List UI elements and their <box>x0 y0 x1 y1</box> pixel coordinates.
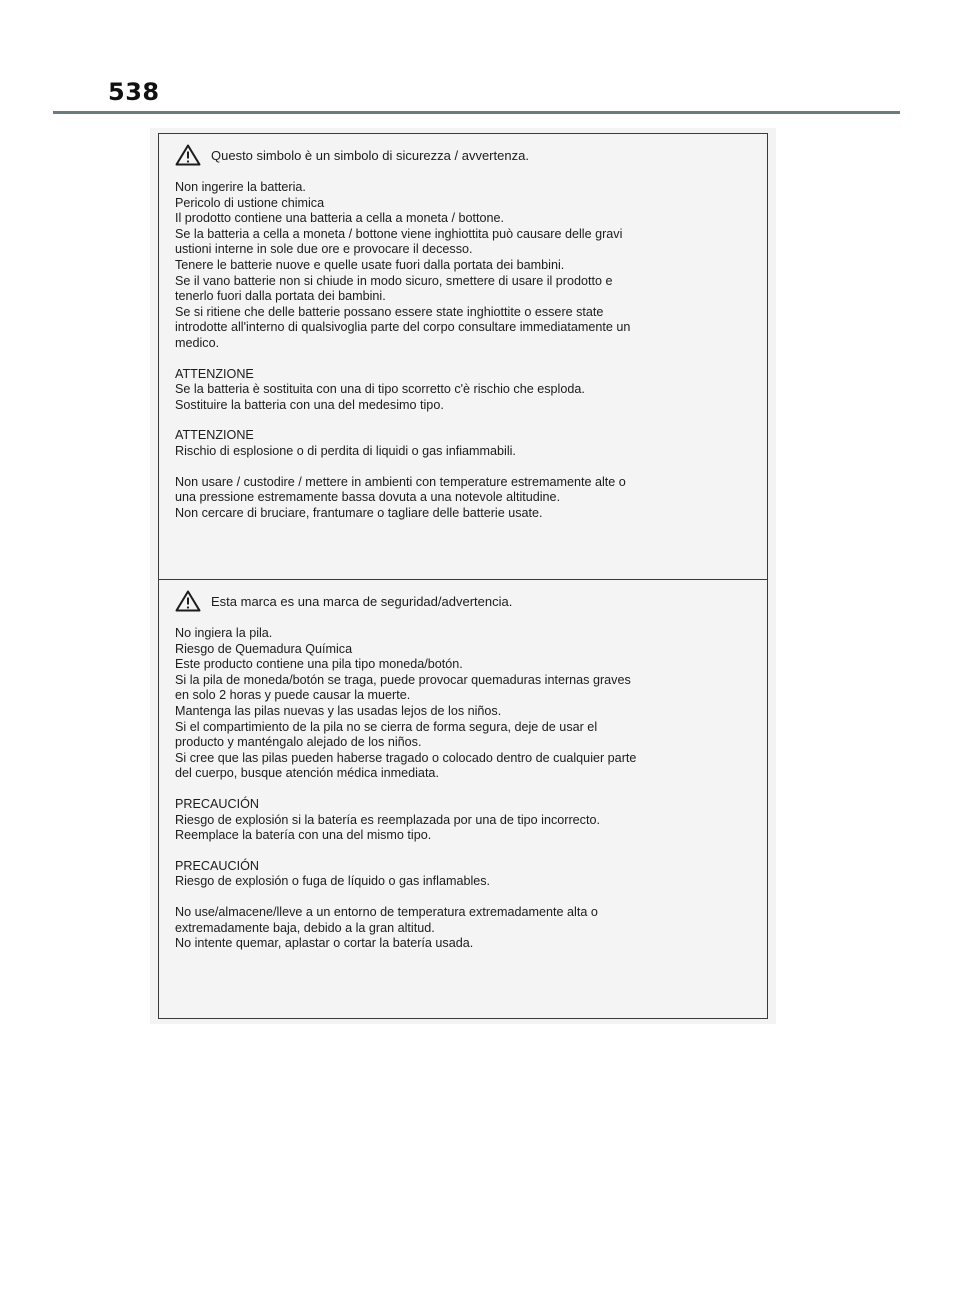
text-line: Reemplace la batería con una del mismo tipo. <box>175 828 432 843</box>
spanish-paragraph-ingestion <box>175 626 755 782</box>
text-line: Si la pila de moneda/botón se traga, puede provocar quemaduras internas graves <box>175 672 631 687</box>
text-line: Non cercare di bruciare, frantumare o tagliare delle batterie usate. <box>175 505 543 520</box>
text-line: del cuerpo, busque atención médica inmediata. <box>175 766 439 781</box>
text-line: extremadamente baja, debido a la gran altitud. <box>175 920 435 935</box>
text-line: Tenere le batterie nuove e quelle usate fuori dalla portata dei bambini. <box>175 257 565 272</box>
text-line: PRECAUCIÓN <box>175 796 259 811</box>
italian-paragraph-explosion-warning <box>175 428 755 459</box>
battery-safety-notice <box>158 133 768 1019</box>
text-line: Non usare / custodire / mettere in ambienti con temperature estremamente alte o <box>175 474 626 489</box>
italian-paragraph-replacement-warning <box>175 367 755 414</box>
text-line: Mantenga las pilas nuevas y las usadas lejos de los niños. <box>175 703 502 718</box>
spanish-headline-text: Esta marca es una marca de seguridad/advertencia. <box>211 593 513 609</box>
text-line: Riesgo de explosión si la batería es reemplazada por una de tipo incorrecto. <box>175 812 600 827</box>
text-line: una pressione estremamente bassa dovuta a una notevole altitudine. <box>175 490 561 505</box>
text-line: Rischio di esplosione o di perdita di liquidi o gas infiammabili. <box>175 443 516 458</box>
text-line: ATTENZIONE <box>175 428 254 443</box>
page-number: 538 <box>108 78 160 106</box>
text-line: ATTENZIONE <box>175 366 254 381</box>
text-line: Pericolo di ustione chimica <box>175 195 325 210</box>
text-line: Si el compartimiento de la pila no se cierra de forma segura, deje de usar el <box>175 719 598 734</box>
text-line: No ingiera la pila. <box>175 626 273 640</box>
text-line: No intente quemar, aplastar o cortar la batería usada. <box>175 936 474 951</box>
text-line: en solo 2 horas y puede causar la muerte. <box>175 688 411 703</box>
spanish-paragraph-replacement-caution <box>175 797 755 844</box>
header-divider <box>53 111 900 114</box>
text-line: Se la batteria a cella a moneta / bottone viene inghiottita può causare delle gravi <box>175 226 623 241</box>
text-line: Riesgo de explosión o fuga de líquido o gas inflamables. <box>175 874 491 889</box>
text-line: Riesgo de Quemadura Química <box>175 641 353 656</box>
text-line: introdotte all'interno di qualsivoglia parte del corpo consultare immediatamente un <box>175 320 631 335</box>
italian-paragraph-environment <box>175 475 755 522</box>
text-line: tenerlo fuori dalla portata dei bambini. <box>175 289 386 304</box>
warning-triangle-icon <box>175 590 201 612</box>
text-line: No use/almacene/lleve a un entorno de temperatura extremadamente alta o <box>175 904 598 919</box>
italian-paragraph-ingestion <box>175 180 755 352</box>
text-line: Si cree que las pilas pueden haberse tragado o colocado dentro de cualquier parte <box>175 750 637 765</box>
italian-section <box>159 134 767 579</box>
text-line: Il prodotto contiene una batteria a cella a moneta / bottone. <box>175 211 505 226</box>
spanish-section <box>159 579 767 1018</box>
text-line: Sostituire la batteria con una del medesimo tipo. <box>175 397 444 412</box>
text-line: Non ingerire la batteria. <box>175 180 306 194</box>
text-line: medico. <box>175 335 220 350</box>
text-line: Este producto contiene una pila tipo moneda/botón. <box>175 657 463 672</box>
warning-triangle-icon <box>175 144 201 166</box>
text-line: ustioni interne in sole due ore e provocare il decesso. <box>175 242 473 257</box>
spanish-paragraph-explosion-caution <box>175 859 755 890</box>
text-line: producto y manténgalo alejado de los niños. <box>175 735 422 750</box>
text-line: Se il vano batterie non si chiude in modo sicuro, smettere di usare il prodotto e <box>175 273 613 288</box>
spanish-paragraph-environment <box>175 905 755 952</box>
text-line: Se si ritiene che delle batterie possano essere state inghiottite o essere state <box>175 304 604 319</box>
italian-headline-text: Questo simbolo è un simbolo di sicurezza / avvertenza. <box>211 147 529 163</box>
text-line: PRECAUCIÓN <box>175 858 259 873</box>
spanish-headline <box>175 588 755 614</box>
italian-headline <box>175 142 755 168</box>
text-line: Se la batteria è sostituita con una di tipo scorretto c'è rischio che esploda. <box>175 382 585 397</box>
